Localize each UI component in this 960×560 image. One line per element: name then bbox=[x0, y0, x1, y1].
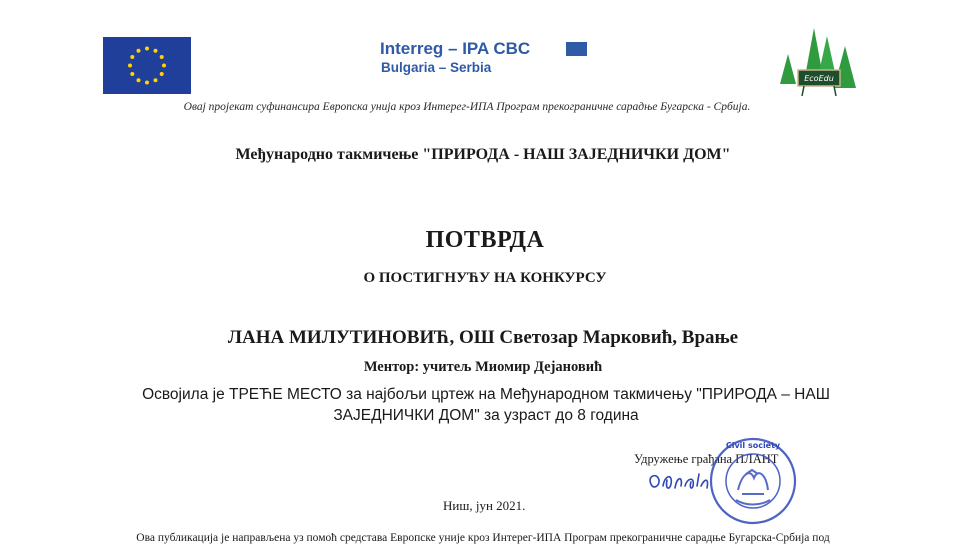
recipient-name: ЛАНА МИЛУТИНОВИЋ, ОШ Светозар Марковић, Врање bbox=[227, 327, 739, 348]
certificate-title: ПОТВРДА bbox=[425, 227, 545, 253]
interreg-subtitle: Bulgaria – Serbia bbox=[381, 60, 492, 75]
round-stamp-icon bbox=[706, 434, 800, 528]
ecoedu-label: EcoEdu bbox=[804, 74, 834, 83]
interreg-title: Interreg – IPA CBC bbox=[380, 39, 531, 58]
eu-flag-icon bbox=[103, 37, 191, 94]
certificate-subtitle: О ПОСТИГНУЋУ НА КОНКУРСУ bbox=[363, 270, 607, 286]
disclaimer-line-1: Ова публикација је направљена уз помоћ средстава Европске уније кроз Интерег-ИПА Програм прекограничне сарадње Бугарска-Србија под bbox=[136, 532, 830, 544]
mentor-line: Ментор: учитељ Миомир Дејановић bbox=[363, 359, 603, 375]
stamp-text: Civil society bbox=[725, 441, 781, 450]
place-and-date: Ниш, јун 2021. bbox=[443, 498, 526, 513]
competition-title: Међународно такмичење "ПРИРОДА - НАШ ЗАЈЕДНИЧКИ ДОМ" bbox=[235, 146, 731, 163]
award-text bbox=[115, 384, 857, 426]
interreg-eu-flag-icon bbox=[566, 42, 587, 56]
cofinance-note: Овај пројекат суфинансира Европска унија кроз Интерег-ИПА Програм прекограничне сарадње Бугарска - Србија. bbox=[183, 101, 751, 113]
award-line-1: Освојила је ТРЕЋЕ МЕСТО за најбољи цртеж на Међународном такмичењу "ПРИРОДА – НАШ bbox=[142, 386, 830, 403]
signatory-organization: Удружење грађана ПЛАНТ bbox=[634, 452, 779, 466]
interreg-logo bbox=[380, 39, 600, 79]
ecoedu-logo bbox=[776, 26, 862, 100]
award-line-2: ЗАЈЕДНИЧКИ ДОМ" за узраст до 8 година bbox=[333, 407, 639, 424]
footer-disclaimer bbox=[98, 530, 868, 546]
